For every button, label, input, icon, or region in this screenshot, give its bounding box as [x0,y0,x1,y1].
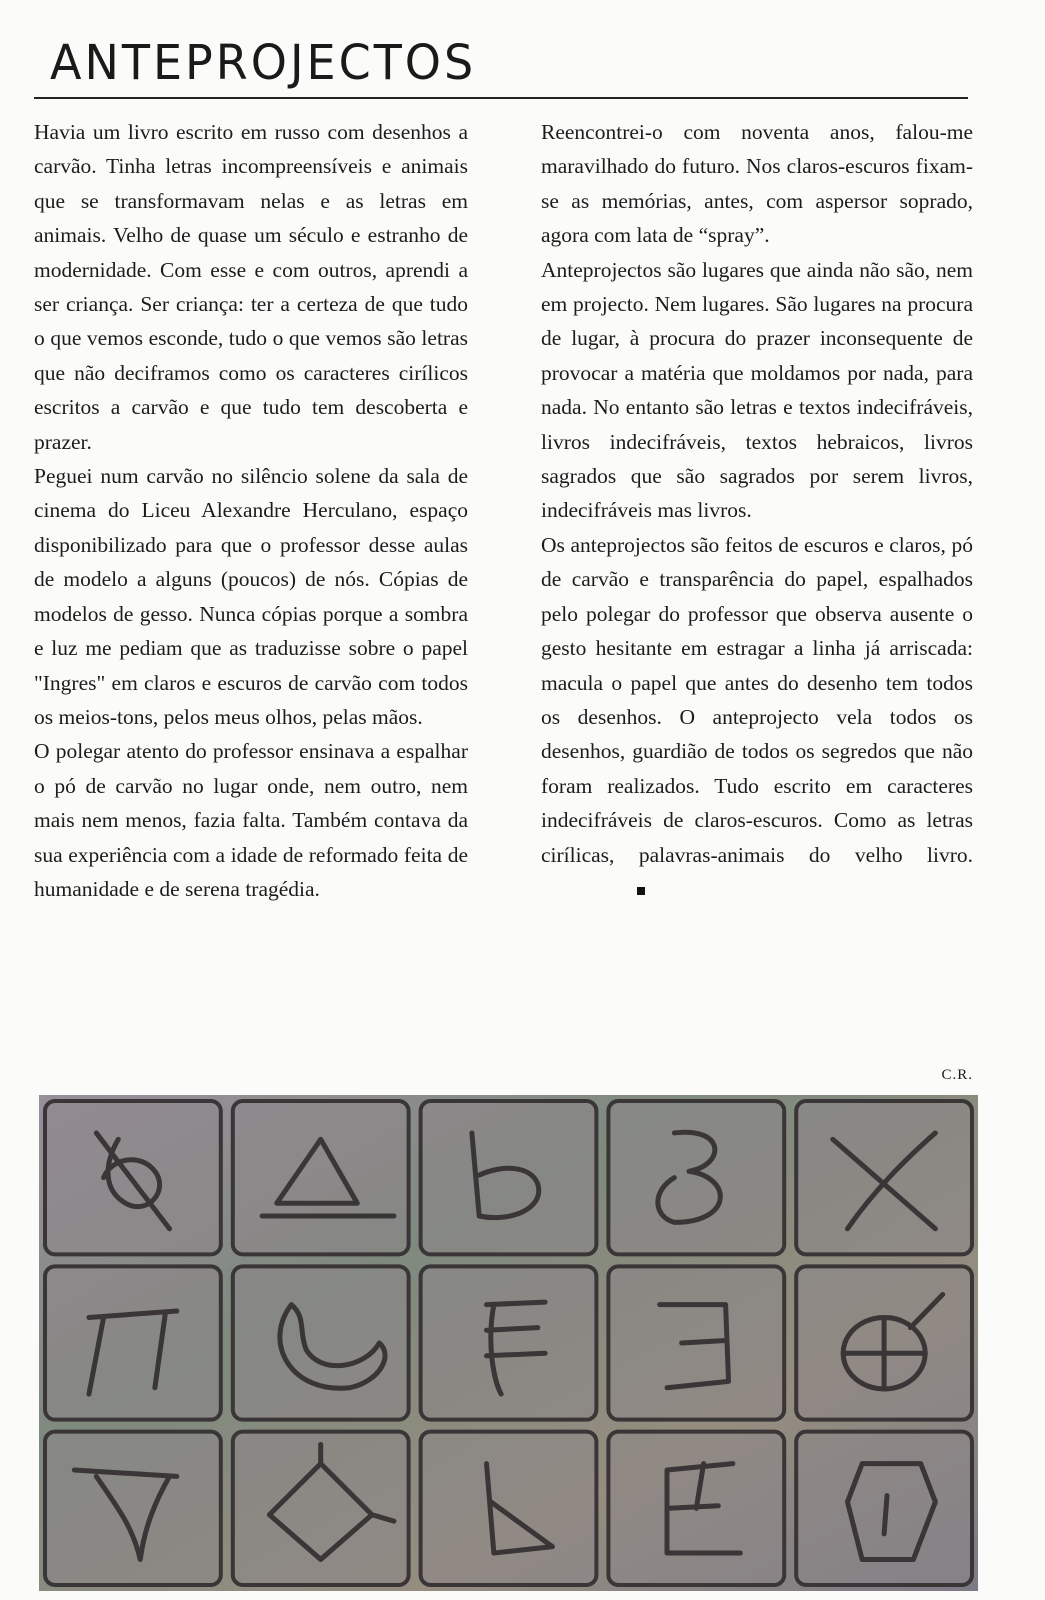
glyph-grid [39,1095,978,1591]
end-of-article-mark [637,887,645,895]
author-signature: C.R. [941,1067,973,1083]
glyph-tile [45,1432,221,1585]
title-rule [34,97,968,99]
glyph-tile [45,1266,221,1419]
paragraph: Peguei num carvão no silêncio solene da sala de cinema do Liceu Alexandre Herculano, espaço disponibilizado para que o professor desse aulas de modelo a alguns (poucos) de nós. Cópias de modelos de gesso. Nunca cópias porque a sombra e luz me pediam que as traduzisse sobre o papel "Ingres" em claros e escuros de carvão com todos os meios-tons, pelos meus olhos, pelas mãos. [34,464,468,729]
glyph-tile [796,1101,972,1254]
glyph-tile [421,1432,597,1585]
paragraph: Reencontrei-o com noventa anos, falou-me maravilhado do futuro. Nos claros-escuros fixam-se as memórias, antes, com aspersor soprado, agora com lata de “spray”. [541,120,973,248]
right-column [541,115,973,906]
paragraph-last [541,528,973,906]
charcoal-glyph-artwork [39,1095,978,1591]
glyph-tile [608,1101,784,1254]
paragraph: Havia um livro escrito em russo com desenhos a carvão. Tinha letras incompreensíveis e animais que se transformavam nelas e as letras em animais. Velho de quase um século e estranho de modernidade. Com esse e com outros, aprendi a ser criança. Ser criança: ter a certeza de que tudo o que vemos esconde, tudo o que vemos são letras que não deciframos como os caracteres cirílicos escritos a carvão e que tudo tem descoberta e prazer. [34,120,468,454]
glyph-tile [421,1266,597,1419]
article-title: ANTEPROJECTOS [50,33,477,91]
paragraph: Anteprojectos são lugares que ainda não são, nem em projecto. Nem lugares. São lugares na procura de lugar, à procura do prazer inconsequente de provocar a matéria que moldamos por nada, para nada. No entanto são letras e textos indecifráveis, livros indecifráveis, textos hebraicos, livros sagrados que são sagrados por serem livros, indecifráveis mas livros. [541,257,973,523]
glyph-tile [233,1101,409,1254]
paragraph-text: Os anteprojectos são feitos de escuros e claros, pó de carvão e transparência do papel, espalhados pelo polegar do professor que observa ausente o gesto hesitante em estragar a linha já arriscada: macula o papel que antes do desenho tem todos os desenhos. O anteprojecto vela todos os desenhos, guardião de todos os segredos que não foram realizados. Tudo escrito em caracteres indecifráveis de claros-escuros. Como as letras cirílicas, palavras-animais do velho livro. [541,532,973,867]
left-column [34,115,468,906]
paragraph: O polegar atento do professor ensinava a espalhar o pó de carvão no lugar onde, nem outro, nem mais nem menos, fazia falta. Também contava da sua experiência com a idade de reformado feita de humanidade e de serena tragédia. [34,739,468,901]
glyph-tile [421,1101,597,1254]
